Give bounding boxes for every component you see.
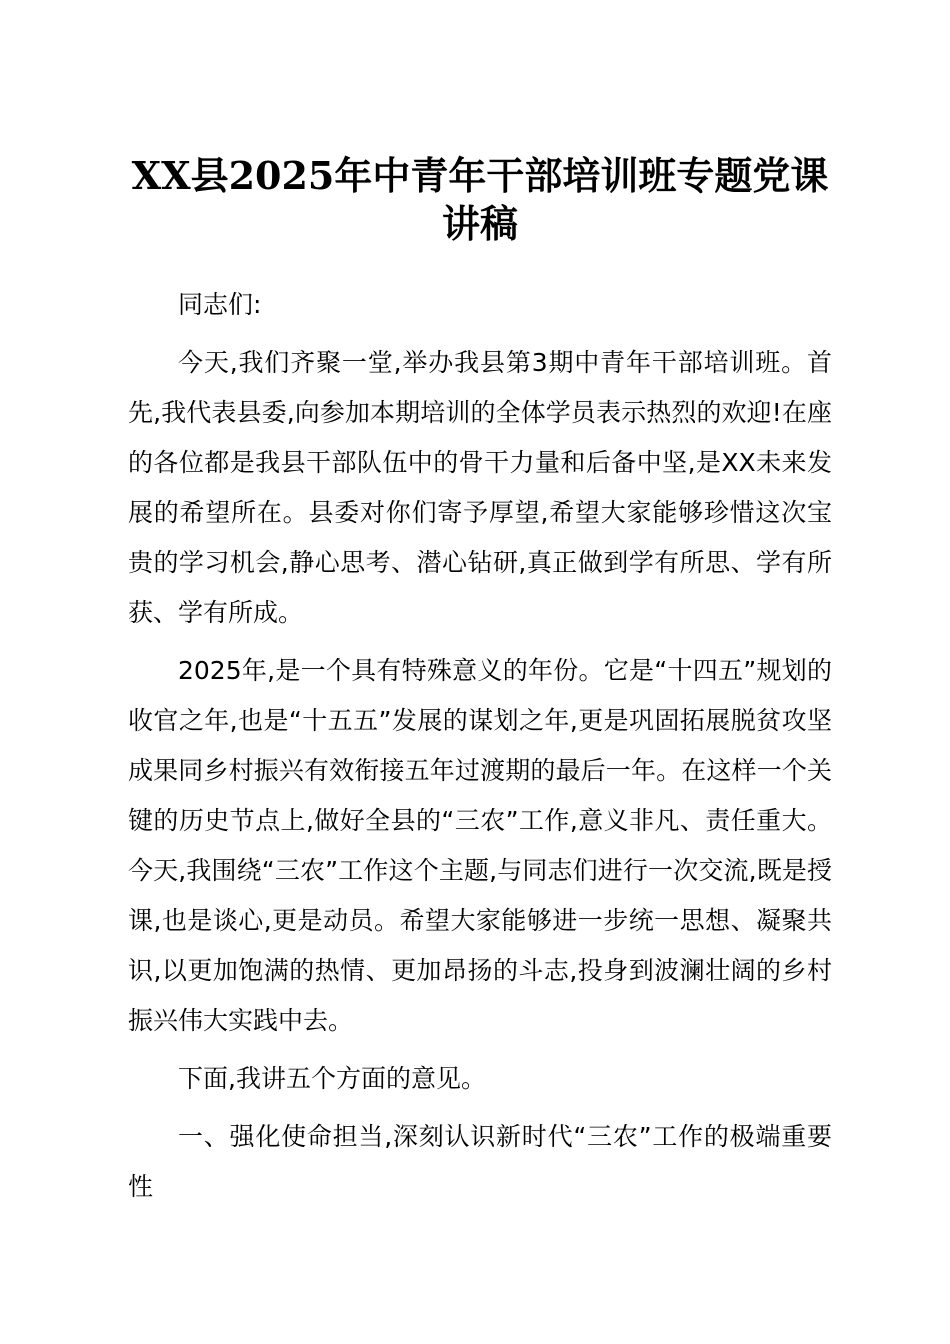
context-paragraph: 2025年,是一个具有特殊意义的年份。它是“十四五”规划的收官之年,也是“十五五”发展的谋划之年,更是巩固拓展脱贫攻坚成果同乡村振兴有效衔接五年过渡期的最后一年。在这样一个关键的历史节点上,做好全县的“三农”工作,意义非凡、责任重大。今天,我围绕“三农”工作这个主题,与同志们进行一次交流,既是授课,也是谈心,更是动员。希望大家能够进一步统一思想、凝聚共识,以更加饱满的热情、更加昂扬的斗志,投身到波澜壮阔的乡村振兴伟大实践中去。 [128,656,832,1035]
outline-paragraph: 下面,我讲五个方面的意见。 [178,1064,486,1093]
opening-paragraph: 今天,我们齐聚一堂,举办我县第3期中青年干部培训班。首先,我代表县委,向参加本期培训的全体学员表示热烈的欢迎!在座的各位都是我县干部队伍中的骨干力量和后备中坚,是XX未来发展的希望所在。县委对你们寄予厚望,希望大家能够珍惜这次宝贵的学习机会,静心思考、潜心钻研,真正做到学有所思、学有所获、学有所成。 [128,348,832,627]
document-title: XX县2025年中青年干部培训班专题党课讲稿 [131,153,829,246]
document-body [128,280,832,1212]
section-heading-1: 一、强化使命担当,深刻认识新时代“三农”工作的极端重要性 [128,1122,832,1201]
salutation-paragraph: 同志们: [178,290,262,319]
